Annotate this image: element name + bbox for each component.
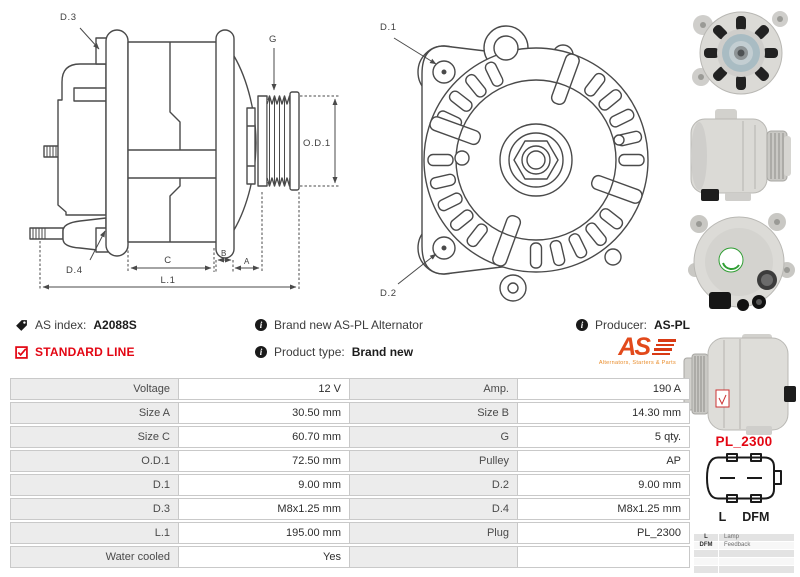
dim-label-c: C <box>164 255 172 266</box>
table-row <box>10 378 690 400</box>
side-view-diagram <box>0 0 358 300</box>
producer <box>576 318 690 332</box>
legend-desc: Lamp <box>724 534 740 540</box>
plug-section <box>688 434 800 574</box>
product-type-value: Brand new <box>351 345 414 359</box>
dim-label-b: B <box>221 249 227 258</box>
alternator-front-drawing <box>418 26 648 301</box>
spec-label-cell: D.3 <box>11 499 179 519</box>
legend-key <box>694 558 719 565</box>
spec-value-cell <box>518 547 689 567</box>
legend-desc <box>719 566 794 573</box>
spec-value-cell: 190 A <box>518 379 689 399</box>
as-index-value: A2088S <box>93 318 137 332</box>
dim-label-l1: L.1 <box>160 275 176 286</box>
spec-value-cell: 30.50 mm <box>179 403 350 423</box>
checkbox-icon <box>15 346 28 359</box>
alternator-front-photo[interactable] <box>685 5 797 102</box>
spec-label-cell: Size A <box>11 403 179 423</box>
spec-label-cell: G <box>350 427 518 447</box>
tag-icon <box>15 319 28 332</box>
legend-key: L <box>694 534 719 541</box>
legend-key <box>694 550 719 557</box>
alternator-side-photo[interactable] <box>685 105 797 205</box>
legend-key <box>694 566 719 573</box>
plug-pin-l: L <box>718 510 727 524</box>
plug-pin-labels <box>688 510 800 524</box>
spec-value-cell: Yes <box>179 547 350 567</box>
legend-row <box>694 566 794 573</box>
spec-label-cell: Size C <box>11 427 179 447</box>
plug-legend-table <box>694 534 794 573</box>
standard-line <box>15 345 135 359</box>
alternator-side-pulley-photo[interactable] <box>680 328 798 438</box>
table-row <box>10 474 690 496</box>
as-index-label: AS index: <box>35 318 87 332</box>
table-row <box>10 450 690 472</box>
as-logo-text: AS <box>618 333 649 361</box>
dim-label-d2: D.2 <box>380 288 397 299</box>
legend-row <box>694 534 794 541</box>
dim-label-a: A <box>244 257 250 266</box>
brand-new-text: Brand new AS-PL Alternator <box>274 318 423 332</box>
alternator-side-drawing <box>30 30 299 258</box>
standard-line-label: STANDARD LINE <box>35 345 135 359</box>
spec-value-cell: 9.00 mm <box>179 475 350 495</box>
brand-new-note <box>255 318 423 332</box>
spec-label-cell: Size B <box>350 403 518 423</box>
spec-value-cell: 12 V <box>179 379 350 399</box>
spec-value-cell: AP <box>518 451 689 471</box>
as-index <box>15 318 137 332</box>
spec-label-cell: Plug <box>350 523 518 543</box>
info-icon: i <box>255 346 267 358</box>
product-type <box>255 345 413 359</box>
legend-desc: Feedback <box>724 542 751 548</box>
table-row <box>10 546 690 568</box>
spec-label-cell: Voltage <box>11 379 179 399</box>
legend-row <box>694 550 794 557</box>
legend-key: DFM <box>694 542 719 549</box>
as-logo-stripes-icon <box>652 339 676 355</box>
spec-label-cell: Amp. <box>350 379 518 399</box>
info-icon: i <box>255 319 267 331</box>
table-row <box>10 426 690 448</box>
dim-label-od1: O.D.1 <box>303 138 331 149</box>
spec-value-cell: 195.00 mm <box>179 523 350 543</box>
spec-label-cell: O.D.1 <box>11 451 179 471</box>
legend-row <box>694 542 794 549</box>
spec-label-cell: D.4 <box>350 499 518 519</box>
spec-value-cell: 60.70 mm <box>179 427 350 447</box>
legend-desc <box>719 550 794 557</box>
as-logo-tagline: Alternators, Starters & Parts <box>598 360 676 366</box>
product-type-label: Product type: <box>274 345 345 359</box>
producer-value: AS-PL <box>654 318 690 332</box>
front-view-diagram <box>358 0 680 310</box>
plug-connector-diagram <box>702 452 786 504</box>
spec-value-cell: PL_2300 <box>518 523 689 543</box>
table-row <box>10 498 690 520</box>
spec-label-cell <box>350 547 518 567</box>
plug-name: PL_2300 <box>715 434 773 449</box>
spec-label-cell: Water cooled <box>11 547 179 567</box>
spec-value-cell: M8x1.25 mm <box>179 499 350 519</box>
table-row <box>10 522 690 544</box>
spec-value-cell: M8x1.25 mm <box>518 499 689 519</box>
alternator-rear-photo[interactable] <box>683 210 798 322</box>
dim-label-d4: D.4 <box>66 265 83 276</box>
info-icon: i <box>576 319 588 331</box>
legend-row <box>694 558 794 565</box>
dim-label-d1: D.1 <box>380 22 397 33</box>
spec-label-cell: L.1 <box>11 523 179 543</box>
spec-label-cell: D.1 <box>11 475 179 495</box>
dim-label-g: G <box>269 34 277 45</box>
table-row <box>10 402 690 424</box>
as-pl-logo <box>598 333 676 366</box>
spec-value-cell: 72.50 mm <box>179 451 350 471</box>
spec-label-cell: D.2 <box>350 475 518 495</box>
dim-label-d3: D.3 <box>60 12 77 23</box>
plug-pin-dfm: DFM <box>742 510 770 524</box>
producer-label: Producer: <box>594 318 647 332</box>
spec-table <box>10 378 690 570</box>
spec-label-cell: Pulley <box>350 451 518 471</box>
spec-value-cell: 9.00 mm <box>518 475 689 495</box>
spec-value-cell: 5 qty. <box>518 427 689 447</box>
legend-desc <box>719 558 794 565</box>
spec-value-cell: 14.30 mm <box>518 403 689 423</box>
